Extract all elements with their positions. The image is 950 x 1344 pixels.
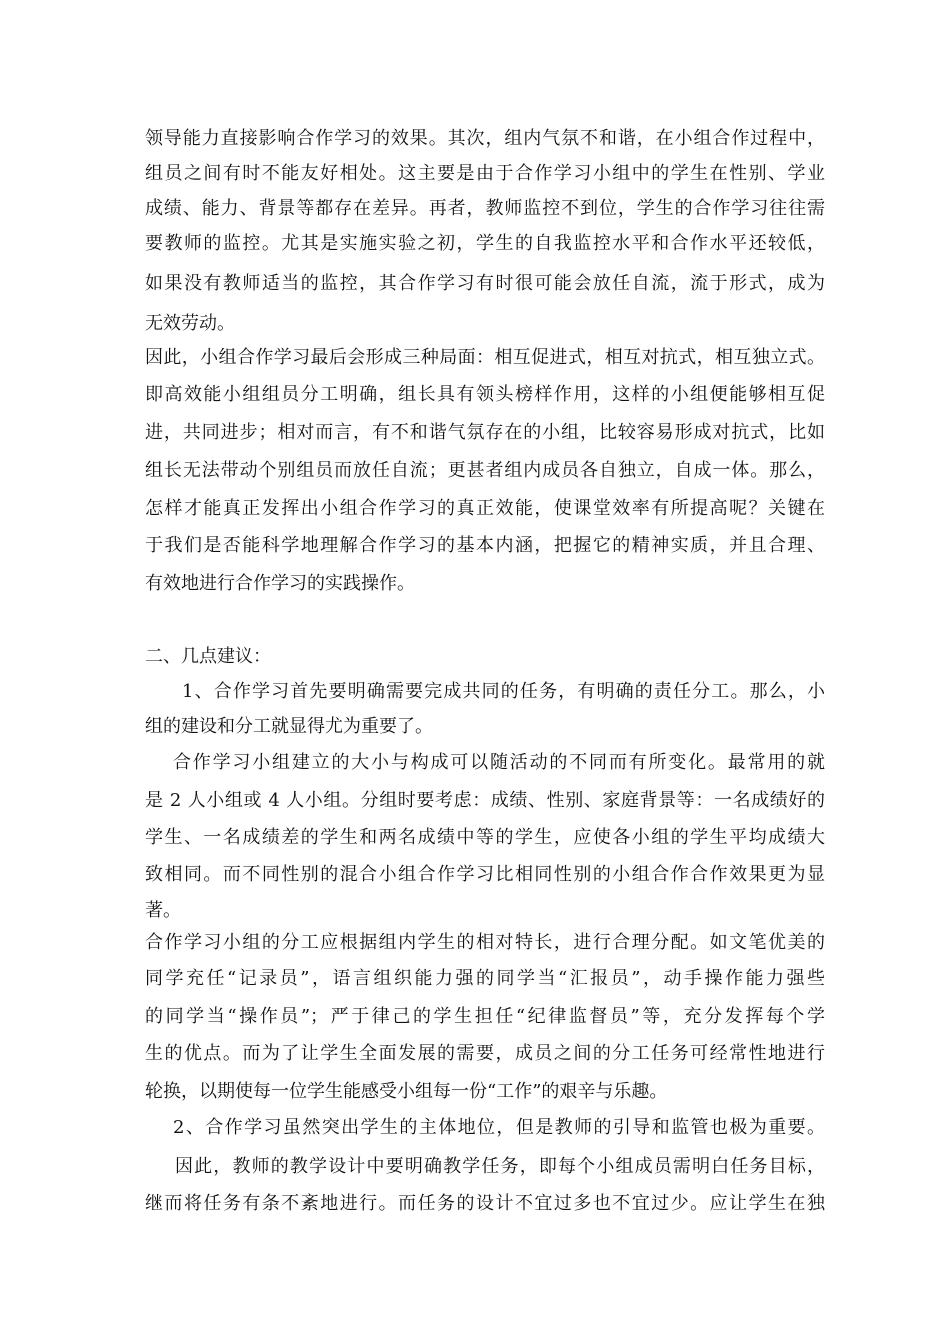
paragraph-line: 进，共同进步；相对而言，有不和谐气氛存在的小组，比较容易形成对抗式，比如 xyxy=(145,422,825,443)
paragraph-line: 的同学当“操作员”；严于律己的学生担任“纪律监督员”等，充分发挥每个学 xyxy=(145,1006,825,1027)
paragraph-line: 因此，教师的教学设计中要明确教学任务，即每个小组成员需明白任务目标， xyxy=(175,1156,825,1177)
paragraph-line: 要教师的监控。尤其是实施实验之初，学生的自我监控水平和合作水平还较低， xyxy=(145,233,825,254)
paragraph-line: 于我们是否能科学地理解合作学习的基本内涵，把握它的精神实质，并且合理、 xyxy=(145,535,825,556)
paragraph-line: 领导能力直接影响合作学习的效果。其次，组内气氛不和谐，在小组合作过程中， xyxy=(145,128,825,149)
paragraph-line: 因此，小组合作学习最后会形成三种局面：相互促进式，相互对抗式，相互独立式。 xyxy=(145,347,825,368)
section-heading: 二、几点建议： xyxy=(145,646,271,667)
paragraph-line: 组员之间有时不能友好相处。这主要是由于合作学习小组中的学生在性别、学业 xyxy=(145,163,825,184)
paragraph-line: 组长无法带动个别组员而放任自流；更甚者组内成员各自独立，自成一体。那么， xyxy=(145,460,825,481)
paragraph-line: 是 2 人小组或 4 人小组。分组时要考虑：成绩、性别、家庭背景等：一名成绩好的 xyxy=(145,790,825,811)
paragraph-line: 即高效能小组组员分工明确，组长具有领头榜样作用，这样的小组便能够相互促 xyxy=(145,384,825,405)
paragraph-line: 无效劳动。 xyxy=(145,313,235,334)
paragraph-line: 学生、一名成绩差的学生和两名成绩中等的学生，应使各小组的学生平均成绩大 xyxy=(145,827,825,848)
paragraph-line: 怎样才能真正发挥出小组合作学习的真正效能，使课堂效率有所提高呢？关键在 xyxy=(145,498,825,519)
paragraph-line: 2、合作学习虽然突出学生的主体地位，但是教师的引导和监管也极为重要。 xyxy=(173,1117,825,1138)
paragraph-line: 合作学习小组建立的大小与构成可以随活动的不同而有所变化。最常用的就 xyxy=(173,752,825,773)
paragraph-line: 成绩、能力、背景等都存在差异。再者，教师监控不到位，学生的合作学习往往需 xyxy=(145,198,825,219)
paragraph-line: 有效地进行合作学习的实践操作。 xyxy=(145,573,415,594)
paragraph-line: 同学充任“记录员”，语言组织能力强的同学当“汇报员”，动手操作能力强些 xyxy=(145,968,825,989)
paragraph-line: 致相同。而不同性别的混合小组合作学习比相同性别的小组合作合作效果更为显 xyxy=(145,864,825,885)
paragraph-line: 著。 xyxy=(145,900,181,921)
paragraph-line: 轮换，以期使每一位学生能感受小组每一份“工作”的艰辛与乐趣。 xyxy=(145,1081,668,1102)
paragraph-line: 继而将任务有条不紊地进行。而任务的设计不宜过多也不宜过少。应让学生在独 xyxy=(145,1193,825,1214)
paragraph-line: 生的优点。而为了让学生全面发展的需要，成员之间的分工任务可经常性地进行 xyxy=(145,1043,825,1064)
paragraph-line: 1、合作学习首先要明确需要完成共同的任务，有明确的责任分工。那么，小 xyxy=(182,681,825,702)
paragraph-line: 合作学习小组的分工应根据组内学生的相对特长，进行合理分配。如文笔优美的 xyxy=(145,932,825,953)
paragraph-line: 组的建设和分工就显得尤为重要了。 xyxy=(145,716,433,737)
paragraph-line: 如果没有教师适当的监控，其合作学习有时很可能会放任自流，流于形式，成为 xyxy=(145,273,825,294)
